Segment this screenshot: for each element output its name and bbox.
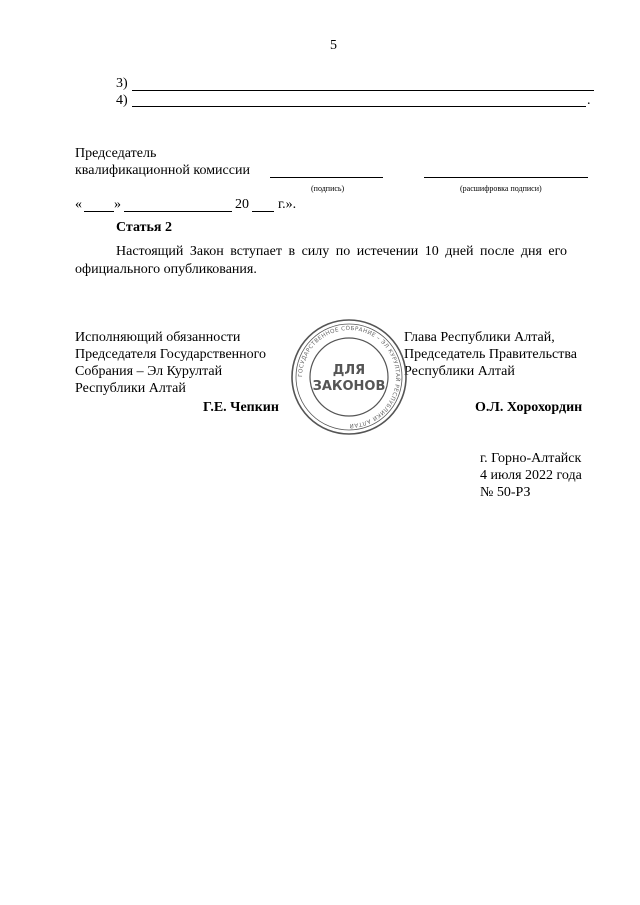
seal-ring-text: ГОСУДАРСТВЕННОЕ СОБРАНИЕ – ЭЛ КУРУЛТАЙ РЕСПУБЛИКИ АЛТАЙ	[297, 325, 401, 429]
list-item-4-line	[132, 106, 586, 107]
footer-date: 4 июля 2022 года	[480, 468, 582, 483]
seal-text-line-1: ДЛЯ	[332, 363, 366, 378]
chair-line-1: Председатель	[75, 146, 157, 161]
left-signatory-line-4: Республики Алтай	[75, 381, 186, 396]
date-year-line	[252, 211, 274, 212]
right-signatory-line-1: Глава Республики Алтай,	[404, 330, 555, 345]
left-signatory-name: Г.Е. Чепкин	[203, 400, 279, 415]
left-signatory-line-1: Исполняющий обязанности	[75, 330, 241, 345]
date-close-quote: »	[114, 197, 121, 212]
date-suffix: г.».	[278, 197, 297, 212]
date-year-prefix: 20	[235, 197, 249, 212]
decode-caption: (расшифровка подписи)	[460, 184, 542, 193]
left-signatory-line-3: Собрания – Эл Курултай	[75, 364, 223, 379]
right-signatory-name: О.Л. Хорохордин	[475, 400, 583, 415]
date-day-line	[84, 211, 114, 212]
page-number: 5	[330, 38, 337, 53]
left-signatory-line-2: Председателя Государственного	[75, 347, 267, 362]
article-text-line-1: Настоящий Закон вступает в силу по истечении 10 дней после дня его	[116, 244, 567, 259]
official-seal-stamp	[290, 318, 408, 436]
list-item-4-label: 4)	[116, 93, 128, 108]
list-item-3-label: 3)	[116, 76, 128, 91]
footer-city: г. Горно-Алтайск	[480, 451, 582, 466]
article-text-line-2: официального опубликования.	[75, 262, 257, 277]
chair-line-2: квалификационной комиссии	[75, 163, 250, 178]
decode-line	[424, 177, 588, 178]
article-title: Статья 2	[116, 220, 172, 235]
seal-text-line-2: ЗАКОНОВ	[312, 379, 386, 394]
right-signatory-line-2: Председатель Правительства	[404, 347, 577, 362]
signature-caption: (подпись)	[311, 184, 345, 193]
right-signatory-line-3: Республики Алтай	[404, 364, 515, 379]
date-open-quote: «	[75, 197, 82, 212]
date-month-line	[124, 211, 232, 212]
list-item-3-line	[132, 90, 594, 91]
list-item-4-end: .	[587, 93, 591, 108]
footer-law-number: № 50-РЗ	[480, 485, 531, 500]
signature-line	[270, 177, 383, 178]
